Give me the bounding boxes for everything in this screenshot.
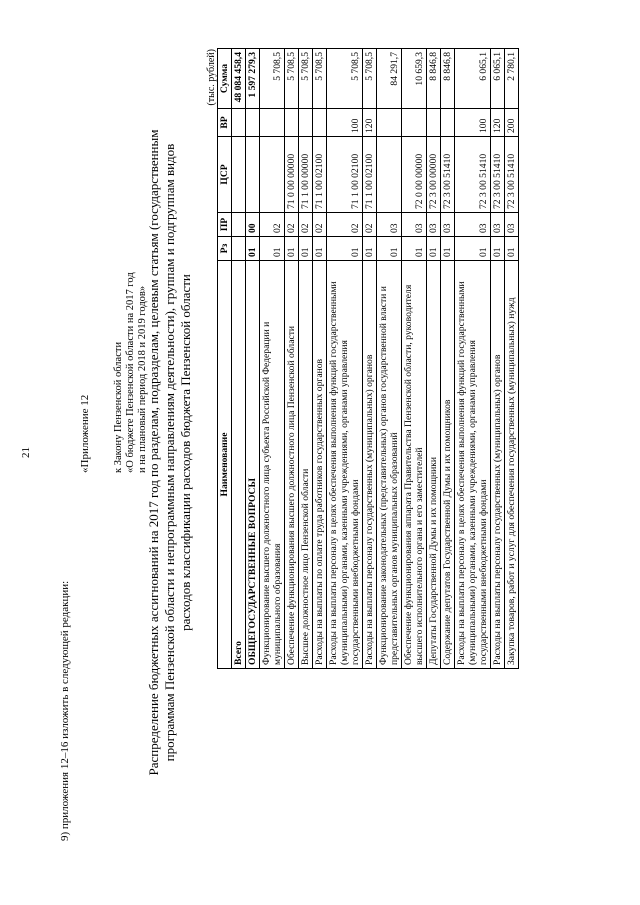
cell-rz: 01 bbox=[491, 237, 505, 261]
appendix-line-2: «О бюджете Пензенской области на 2017 год bbox=[125, 272, 136, 473]
table-row bbox=[377, 49, 402, 669]
cell-pr: 00 bbox=[246, 213, 260, 237]
header-rz: Рз bbox=[218, 237, 232, 261]
cell-name: Всего bbox=[232, 261, 246, 669]
cell-name: Расходы на выплаты персоналу в целях обеспечения выполнения функций государственными (муниципальными) органами, казенными учреждениями, органами управления государственными внебюджетными фондами bbox=[455, 261, 491, 669]
table-body bbox=[232, 49, 519, 669]
cell-sum: 5 708,5 bbox=[260, 49, 285, 109]
cell-sum: 1 597 279,3 bbox=[246, 49, 260, 109]
cell-vr bbox=[232, 109, 246, 137]
cell-sum: 5 708,5 bbox=[363, 49, 377, 109]
cell-vr bbox=[285, 109, 299, 137]
cell-vr: 200 bbox=[505, 109, 519, 137]
cell-vr: 100 bbox=[455, 109, 491, 137]
cell-name: Содержание депутатов Государственной Думы и их помощников bbox=[441, 261, 455, 669]
cell-rz: 01 bbox=[441, 237, 455, 261]
cell-rz: 01 bbox=[377, 237, 402, 261]
document-title bbox=[146, 120, 194, 785]
cell-pr: 03 bbox=[441, 213, 455, 237]
cell-rz: 01 bbox=[299, 237, 313, 261]
table-row bbox=[285, 49, 299, 669]
cell-sum: 2 780,1 bbox=[505, 49, 519, 109]
cell-name: Расходы на выплаты персоналу государственных (муниципальных) органов bbox=[491, 261, 505, 669]
appendix-line-3: и на плановый период 2018 и 2019 годов» bbox=[137, 285, 148, 473]
table-row bbox=[313, 49, 327, 669]
cell-pr: 02 bbox=[299, 213, 313, 237]
table-row bbox=[327, 49, 363, 669]
header-vr: ВР bbox=[218, 109, 232, 137]
cell-rz: 01 bbox=[327, 237, 363, 261]
cell-sum: 5 708,5 bbox=[299, 49, 313, 109]
cell-csr: 72 3 00 51410 bbox=[441, 137, 455, 213]
cell-name: ОБЩЕГОСУДАРСТВЕННЫЕ ВОПРОСЫ bbox=[246, 261, 260, 669]
cell-vr bbox=[402, 109, 427, 137]
cell-name: Расходы на выплаты персоналу государственных (муниципальных) органов bbox=[363, 261, 377, 669]
cell-vr bbox=[260, 109, 285, 137]
cell-name: Расходы на выплаты персоналу в целях обеспечения выполнения функций государственными (муниципальными) органами, казенными учреждениями, органами управления государственными внебюджетными фондами bbox=[327, 261, 363, 669]
cell-pr: 02 bbox=[327, 213, 363, 237]
appendix-header bbox=[79, 173, 149, 473]
cell-rz: 01 bbox=[505, 237, 519, 261]
cell-vr: 100 bbox=[327, 109, 363, 137]
cell-csr: 71 1 00 02100 bbox=[363, 137, 377, 213]
cell-pr: 02 bbox=[363, 213, 377, 237]
table-row bbox=[232, 49, 246, 669]
cell-sum: 8 846,8 bbox=[441, 49, 455, 109]
table-row bbox=[491, 49, 505, 669]
cell-name: Высшее должностное лицо Пензенской области bbox=[299, 261, 313, 669]
header-csr: ЦСР bbox=[218, 137, 232, 213]
table-row bbox=[505, 49, 519, 669]
table-row bbox=[260, 49, 285, 669]
cell-pr: 03 bbox=[402, 213, 427, 237]
cell-pr: 02 bbox=[285, 213, 299, 237]
cell-sum: 48 084 458,4 bbox=[232, 49, 246, 109]
cell-rz: 01 bbox=[285, 237, 299, 261]
cell-pr: 03 bbox=[377, 213, 402, 237]
cell-sum: 10 659,3 bbox=[402, 49, 427, 109]
table-row bbox=[455, 49, 491, 669]
cell-csr: 72 0 00 00000 bbox=[402, 137, 427, 213]
cell-sum: 5 708,5 bbox=[313, 49, 327, 109]
title-line-3: расходов классификации расходов бюджета Пензенской области bbox=[178, 274, 193, 631]
cell-vr bbox=[427, 109, 441, 137]
header-sum: Сумма bbox=[218, 49, 232, 109]
header-pr: ПР bbox=[218, 213, 232, 237]
table-row bbox=[363, 49, 377, 669]
cell-pr: 02 bbox=[260, 213, 285, 237]
cell-sum: 5 708,5 bbox=[285, 49, 299, 109]
cell-csr bbox=[232, 137, 246, 213]
table-row bbox=[246, 49, 260, 669]
page-number: 21 bbox=[20, 447, 32, 458]
cell-rz: 01 bbox=[260, 237, 285, 261]
cell-vr bbox=[313, 109, 327, 137]
cell-name: Обеспечение функционирования аппарата Правительства Пензенской области, руководителя высшего исполнительного органа и его заместителей bbox=[402, 261, 427, 669]
table-row bbox=[402, 49, 427, 669]
cell-csr: 72 3 00 00000 bbox=[427, 137, 441, 213]
cell-sum: 8 846,8 bbox=[427, 49, 441, 109]
cell-name: Закупка товаров, работ и услуг для обеспечения государственных (муниципальных) нужд bbox=[505, 261, 519, 669]
cell-name: Обеспечение функционирования высшего должностного лица Пензенской области bbox=[285, 261, 299, 669]
cell-sum: 5 708,5 bbox=[327, 49, 363, 109]
cell-rz: 01 bbox=[246, 237, 260, 261]
cell-pr: 03 bbox=[455, 213, 491, 237]
cell-csr: 72 3 00 51410 bbox=[491, 137, 505, 213]
cell-pr bbox=[232, 213, 246, 237]
cell-vr bbox=[299, 109, 313, 137]
cell-vr bbox=[377, 109, 402, 137]
table-row bbox=[441, 49, 455, 669]
cell-pr: 03 bbox=[427, 213, 441, 237]
table-row bbox=[299, 49, 313, 669]
cell-name: Функционирование высшего должностного лица субъекта Российской Федерации и муниципального образования bbox=[260, 261, 285, 669]
cell-name: Функционирование законодательных (представительных) органов государственной власти и представительных органов муниципальных образований bbox=[377, 261, 402, 669]
cell-vr bbox=[441, 109, 455, 137]
cell-csr: 71 1 00 02100 bbox=[313, 137, 327, 213]
amendment-instruction: 9) приложения 12–16 изложить в следующей редакции: bbox=[59, 580, 71, 841]
table-row bbox=[427, 49, 441, 669]
cell-rz: 01 bbox=[313, 237, 327, 261]
appendix-line-1: к Закону Пензенской области bbox=[113, 341, 124, 473]
cell-rz: 01 bbox=[402, 237, 427, 261]
appendix-title: «Приложение 12 bbox=[79, 394, 91, 473]
cell-rz: 01 bbox=[363, 237, 377, 261]
header-name: Наименование bbox=[218, 261, 232, 669]
cell-csr bbox=[246, 137, 260, 213]
cell-rz: 01 bbox=[455, 237, 491, 261]
cell-csr: 71 1 00 02100 bbox=[327, 137, 363, 213]
cell-name: Депутаты Государственной Думы и их помощники bbox=[427, 261, 441, 669]
cell-rz bbox=[232, 237, 246, 261]
cell-csr: 72 3 00 51410 bbox=[455, 137, 491, 213]
cell-vr: 120 bbox=[491, 109, 505, 137]
cell-csr: 71 0 00 00000 bbox=[285, 137, 299, 213]
cell-csr: 72 3 00 51410 bbox=[505, 137, 519, 213]
table-header-row bbox=[218, 49, 232, 669]
cell-pr: 02 bbox=[313, 213, 327, 237]
cell-pr: 03 bbox=[491, 213, 505, 237]
cell-csr: 71 1 00 00000 bbox=[299, 137, 313, 213]
cell-pr: 03 bbox=[505, 213, 519, 237]
cell-sum: 84 291,7 bbox=[377, 49, 402, 109]
cell-vr: 120 bbox=[363, 109, 377, 137]
cell-sum: 6 065,1 bbox=[455, 49, 491, 109]
cell-name: Расходы на выплаты по оплате труда работников государственных органов bbox=[313, 261, 327, 669]
cell-vr bbox=[246, 109, 260, 137]
title-line-2: программам Пензенской области и непрограммным направлениям деятельности), группам и подгруппам видов bbox=[162, 143, 177, 762]
budget-table bbox=[217, 48, 519, 669]
title-line-1: Распределение бюджетных ассигнований на 2017 год по разделам, подразделам, целевым статьям (государственным bbox=[146, 129, 161, 776]
cell-csr bbox=[377, 137, 402, 213]
cell-rz: 01 bbox=[427, 237, 441, 261]
cell-csr bbox=[260, 137, 285, 213]
units-label: (тыс. рублей) bbox=[206, 49, 217, 106]
cell-sum: 6 065,1 bbox=[491, 49, 505, 109]
